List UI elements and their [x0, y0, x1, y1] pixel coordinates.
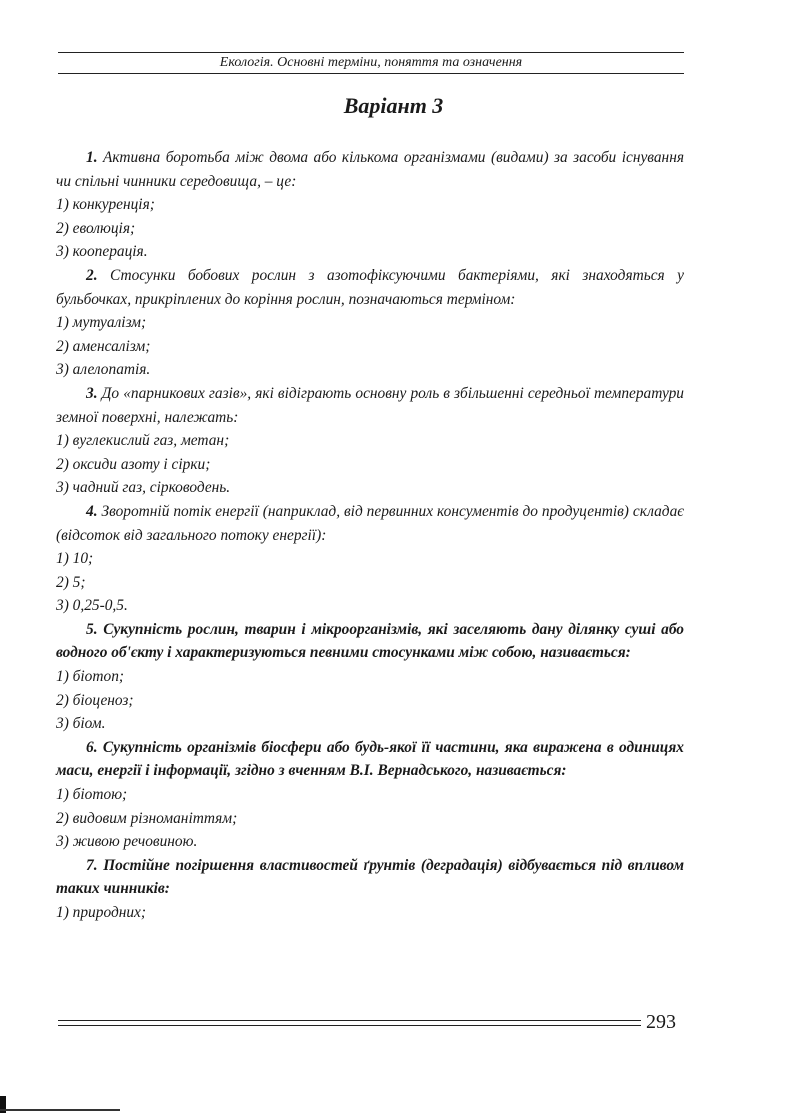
page-number: 293: [646, 1011, 676, 1033]
scan-edge-line: [0, 1109, 120, 1111]
question-4: [56, 500, 684, 618]
answer-option: 1) біотоп;: [56, 668, 125, 686]
answer-option: 2) біоценоз;: [56, 691, 134, 709]
answer-option: 2) еволюція;: [56, 219, 136, 237]
question-text: Зворотній потік енергії (наприклад, від первинних консументів до продуцентів) складає (відсоток від загального потоку енергії):: [56, 502, 684, 544]
question-5: [56, 618, 684, 736]
question-6: [56, 736, 684, 854]
question-number: 3.: [86, 384, 98, 402]
question-7: [56, 854, 684, 925]
answer-option: 3) біом.: [56, 715, 106, 733]
question-3: [56, 382, 684, 500]
question-text: Активна боротьба між двома або кількома організмами (видами) за засоби існування чи спільні чинники середовища, – це:: [56, 149, 684, 190]
answer-option: 2) оксиди азоту і сірки;: [56, 455, 211, 473]
answer-option: 3) кооперація.: [56, 243, 148, 261]
variant-title: Варіант 3: [343, 93, 444, 118]
answer-option: 1) біотою;: [56, 786, 128, 804]
answer-option: 1) вуглекислий газ, метан;: [56, 432, 230, 450]
answer-option: 3) живою речовиною.: [56, 833, 198, 851]
question-number: 5.: [86, 620, 98, 638]
answer-option: 1) природних;: [56, 904, 147, 921]
question-2: [56, 264, 684, 382]
question-number: 4.: [86, 502, 98, 520]
question-1: [56, 146, 684, 264]
question-number: 1.: [86, 149, 98, 166]
running-title: Екологія. Основні терміни, поняття та означення: [219, 55, 523, 70]
answer-option: 1) 10;: [56, 550, 94, 568]
answer-option: 3) 0,25-0,5.: [56, 597, 128, 615]
answer-option: 2) видовим різноманіттям;: [56, 809, 238, 827]
question-text: Сукупність організмів біосфери або будь-якої її частини, яка виражена в одиницях маси, енергії і інформації, згідно з вченням В.І. Вернадського, називається:: [56, 738, 684, 780]
question-text: Постійне погіршення властивостей ґрунтів (деградація) відбувається під впливом таких чинників:: [56, 856, 684, 898]
answer-option: 1) мутуалізм;: [56, 314, 147, 332]
answer-option: 2) 5;: [56, 573, 86, 591]
answer-option: 3) алелопатія.: [56, 361, 151, 379]
question-list: [56, 146, 684, 925]
question-text: Стосунки бобових рослин з азотофіксуючими бактеріями, які знаходяться у бульбочках, прикріплених до коріння рослин, позначаються терміном:: [56, 266, 685, 308]
answer-option: 1) конкуренція;: [56, 196, 155, 214]
question-number: 2.: [86, 266, 98, 284]
footer-rule-top: [58, 1020, 641, 1021]
question-text: До «парникових газів», які відіграють основну роль в збільшенні середньої температури земної поверхні, належать:: [56, 384, 684, 426]
header-rule-bottom: [58, 73, 684, 74]
question-text: Сукупність рослин, тварин і мікроорганізмів, які заселяють дану ділянку суші або водного об'єкту і характеризуються певними стосунками між собою, називається:: [56, 620, 684, 662]
answer-option: 2) аменсалізм;: [56, 337, 151, 355]
question-number: 7.: [86, 856, 98, 874]
answer-option: 3) чадний газ, сірководень.: [56, 479, 231, 497]
question-number: 6.: [86, 738, 98, 756]
footer-rule-bottom: [58, 1025, 641, 1026]
